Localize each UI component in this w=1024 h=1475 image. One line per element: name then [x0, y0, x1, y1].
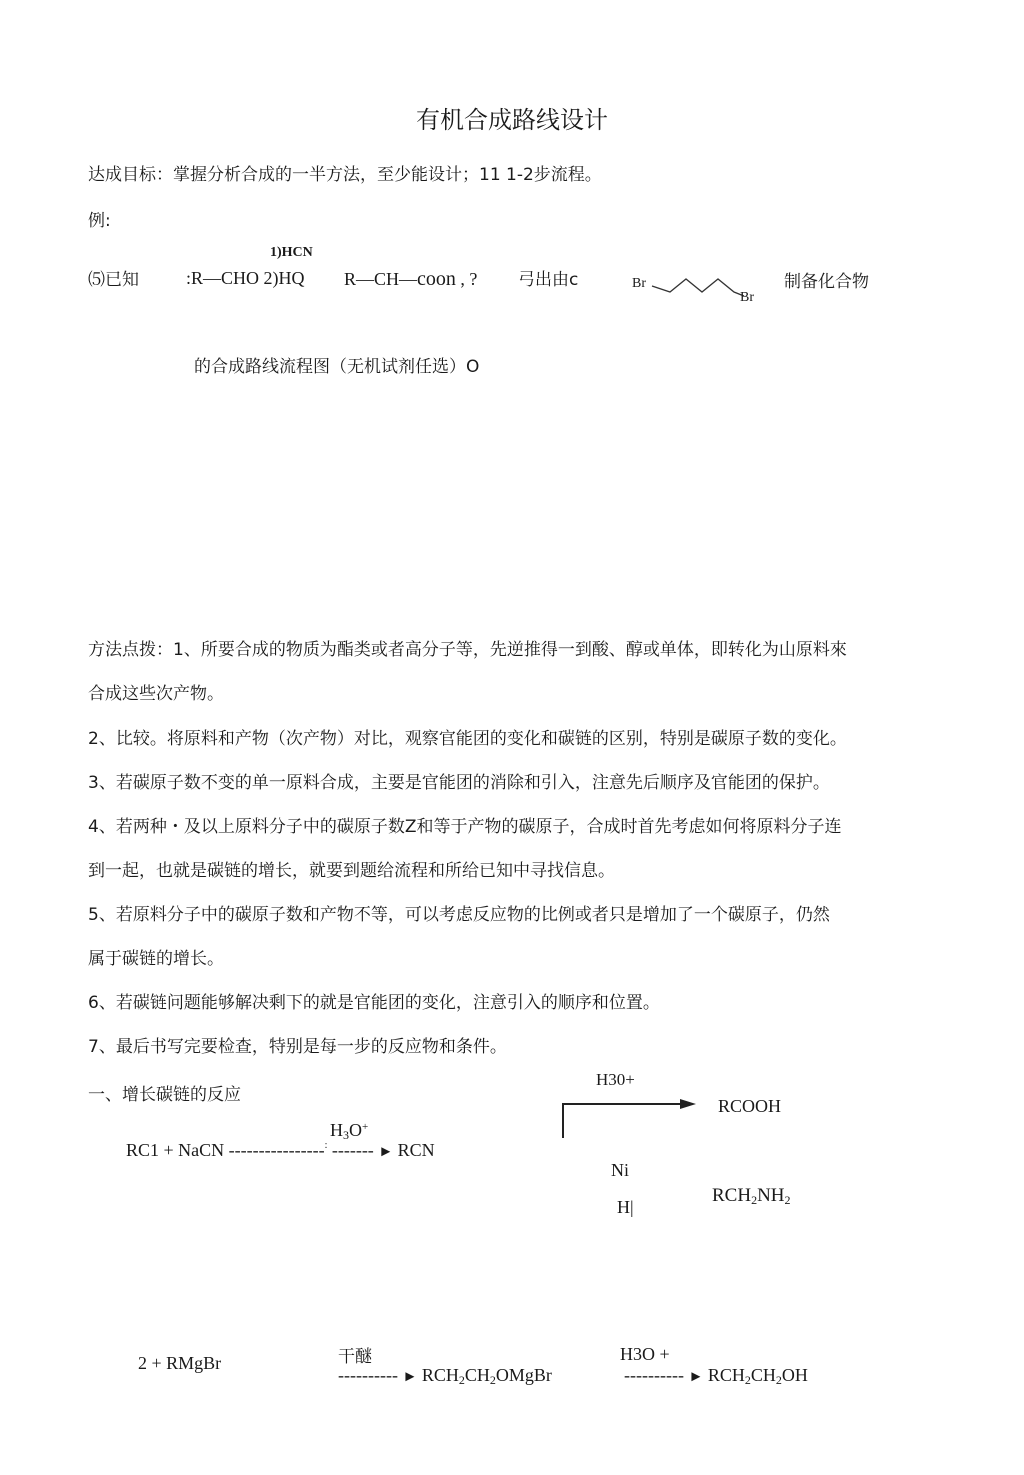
problem-number: ⑸已知: [88, 270, 139, 290]
product-hydroxy-acid: R—CH—coon , ?: [344, 268, 478, 290]
nitrile-reaction: RC1 + NaCN ----------------: ------- ► RCN: [126, 1140, 435, 1160]
product-rcooh: RCOOH: [718, 1096, 782, 1116]
bromine-right: Br: [740, 290, 754, 305]
method-p4a: 4、若两种・及以上原料分子中的碳原子数Z和等于产物的碳原子，合成时首先考虑如何将原料分子连: [88, 817, 842, 837]
example-label: 例:: [88, 211, 111, 231]
goal-text: 达成目标：掌握分析合成的一半方法，至少能设计；11 1-2步流程。: [88, 165, 602, 185]
method-p1a: 方法点拨：1、所要合成的物质为酯类或者高分子等，先逆推得一到酸、醇或单体，即转化为山原料來: [88, 640, 847, 660]
hydrolysis-condition: H30+: [596, 1070, 635, 1089]
hydrogen-label: H|: [617, 1197, 634, 1217]
reagent-hcn: 1)HCN: [270, 245, 313, 260]
product-amine: $RCH_2NH_2$: [712, 1185, 791, 1207]
method-p3: 3、若碳原子数不变的单一原料合成，主要是官能团的消除和引入，注意先后顺序及官能团的保护。: [88, 773, 830, 793]
grignard-product: ---------- ► $RCH_2CH_2OMgBr$: [338, 1365, 552, 1387]
branch-arrow-up: [560, 1098, 700, 1140]
method-p1b: 合成这些次产物。: [88, 684, 224, 704]
bromine-left: Br: [632, 276, 646, 291]
method-p5b: 属于碳链的增长。: [88, 949, 224, 969]
hydrolysis-condition-2: H3O +: [620, 1344, 670, 1364]
method-p2: 2、比较。将原料和产物（次产物）对比，观察官能团的变化和碳链的区别，特别是碳原子数的变化。: [88, 729, 847, 749]
alcohol-product: ---------- ► $RCH_2CH_2OH$: [624, 1365, 808, 1387]
write-from-text: 弓出由c: [518, 270, 579, 290]
grignard-reactants: 2 + RMgBr: [138, 1353, 222, 1373]
reactant-aldehyde: :R—CHO 2)HQ: [186, 268, 305, 288]
method-p4b: 到一起，也就是碳链的增长，就要到题给流程和所给已知中寻找信息。: [88, 861, 615, 881]
ether-condition: 干醚: [338, 1347, 372, 1367]
section-heading: 一、增长碳链的反应: [88, 1085, 241, 1105]
method-p7: 7、最后书写完要检查，特别是每一步的反应物和条件。: [88, 1037, 507, 1057]
prepare-text: 制备化合物: [784, 272, 869, 292]
problem-line2: 的合成路线流程图（无机试剂任选）O: [194, 357, 480, 377]
method-p6: 6、若碳链问题能够解决剩下的就是官能团的变化，注意引入的顺序和位置。: [88, 993, 660, 1013]
nickel-catalyst: Ni: [611, 1160, 629, 1180]
page-title: 有机合成路线设计: [416, 106, 608, 134]
method-p5a: 5、若原料分子中的碳原子数和产物不等，可以考虑反应物的比例或者只是增加了一个碳原子，仍然: [88, 905, 830, 925]
acid-condition: $H_3O^+$: [330, 1120, 369, 1142]
